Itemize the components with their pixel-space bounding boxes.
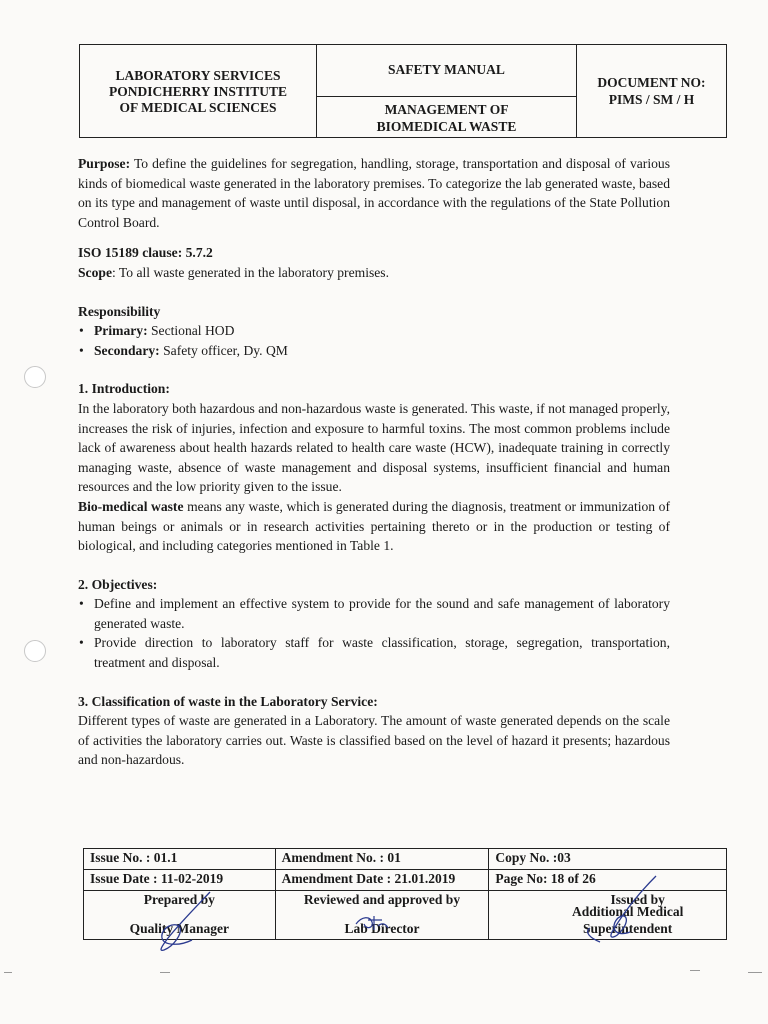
secondary-text: Safety officer, Dy. QM [159, 342, 288, 358]
list-item: • Provide direction to laboratory staff for waste classification, storage, segregation, transportation, treatment and disposal. [79, 635, 670, 671]
iso-clause [78, 243, 670, 263]
issue-number: Issue No. : 01.1 [84, 849, 276, 870]
classification-heading: 3. Classification of waste in the Laboratory Service: [78, 693, 378, 709]
quality-manager-signature [140, 888, 230, 958]
reviewed-by-role: Lab Director [344, 921, 420, 936]
classification-paragraph: Different types of waste are generated in a Laboratory. The amount of waste generated depends on the scale of activities the laboratory carries out. Waste is classified based on the level of hazard it presents; hazardous and non-hazardous. [78, 713, 670, 768]
issue-date: Issue Date : 11-02-2019 [84, 870, 276, 891]
docno-value: PIMS / SM / H [608, 92, 695, 107]
purpose-text: To define the guidelines for segregation, handling, storage, transportation and disposal of various kinds of biomedical waste generated in the laboratory premises. To categorize the lab generated waste, based on its type and management of waste until disposal, in accordance with the regulations of the State Pollution Control Board. [78, 156, 670, 230]
biomedical-term: Bio-medical waste [78, 498, 184, 514]
page-number: Page No: 18 of 26 [489, 870, 727, 891]
prepared-by-label: Prepared by [143, 892, 215, 907]
purpose-paragraph [78, 154, 670, 232]
document-title [317, 97, 576, 137]
title-line-1: MANAGEMENT OF [384, 102, 509, 117]
org-line-3: OF MEDICAL SCIENCES [119, 100, 277, 115]
list-item: • Define and implement an effective system to provide for the sound and safe management of laboratory generated waste. [79, 596, 670, 631]
secondary-label: Secondary: [94, 342, 160, 358]
objective-text: Provide direction to laboratory staff for waste classification, storage, segregation, transportation, treatment and disposal. [94, 635, 670, 671]
scan-mark [748, 972, 762, 973]
docno-label: DOCUMENT NO: [597, 75, 706, 90]
reviewed-by-label: Reviewed and approved by [303, 892, 461, 907]
scope-paragraph [78, 263, 670, 283]
amendment-number: Amendment No. : 01 [275, 849, 489, 870]
list-item: • Secondary: Safety officer, Dy. QM [79, 342, 288, 358]
scan-mark [4, 972, 12, 973]
superintendent-signature [560, 872, 673, 952]
iso-clause-text: ISO 15189 clause: 5.7.2 [78, 245, 213, 261]
biomedical-text: means any waste, which is generated during the diagnosis, treatment or immunization of human beings or animals or in research activities pertaining thereto or in the production or testing of biological, and including categories mentioned in Table 1. [78, 498, 670, 554]
objective-text: Define and implement an effective system to provide for the sound and safe management of laboratory generated waste. [94, 596, 670, 631]
objectives-heading: 2. Objectives: [78, 576, 158, 592]
objectives-list [78, 594, 670, 672]
copy-number: Copy No. :03 [489, 849, 727, 870]
issued-role-line-1: Additional Medical [571, 904, 684, 919]
amendment-date: Amendment Date : 21.01.2019 [275, 870, 489, 891]
introduction-heading: 1. Introduction: [78, 381, 170, 397]
org-line-2: PONDICHERRY INSTITUTE [109, 84, 287, 99]
introduction-paragraph: In the laboratory both hazardous and non-hazardous waste is generated. This waste, if not managed properly, increases the risk of injuries, infection and exposure to harmful toxins. The most common problems include lack of awareness about health hazards related to health care waste (HCW), inadequate training in correctly managing waste, absence of waste management and disposal systems, insufficient financial and human resources and the low priority given to the issue. [78, 400, 670, 495]
list-item: • Primary: Sectional HOD [79, 323, 235, 339]
responsibility-heading: Responsibility [78, 303, 161, 319]
punch-hole-top [24, 366, 46, 388]
document-header [79, 44, 727, 138]
biomedical-definition [78, 497, 670, 556]
organization-cell [80, 45, 317, 137]
org-line-1: LABORATORY SERVICES [115, 68, 281, 83]
punch-hole-bottom [24, 640, 46, 662]
title-cell [317, 45, 577, 137]
primary-label: Primary: [94, 323, 148, 339]
scan-mark [160, 972, 170, 973]
responsibility-list [78, 321, 670, 360]
purpose-label: Purpose: [78, 156, 131, 171]
issued-by-label: Issued by [610, 892, 665, 907]
document-body [78, 154, 670, 770]
prepared-by-role: Quality Manager [129, 921, 230, 936]
lab-director-signature [352, 912, 392, 934]
title-line-2: BIOMEDICAL WASTE [376, 119, 517, 134]
scan-mark [690, 970, 700, 971]
manual-name: SAFETY MANUAL [317, 45, 576, 97]
primary-text: Sectional HOD [147, 323, 235, 339]
scope-text: : To all waste generated in the laboratory premises. [111, 264, 389, 280]
document-number-cell [577, 45, 726, 137]
issued-role-line-2: Superintendent [583, 921, 673, 936]
scope-label: Scope [78, 264, 112, 280]
